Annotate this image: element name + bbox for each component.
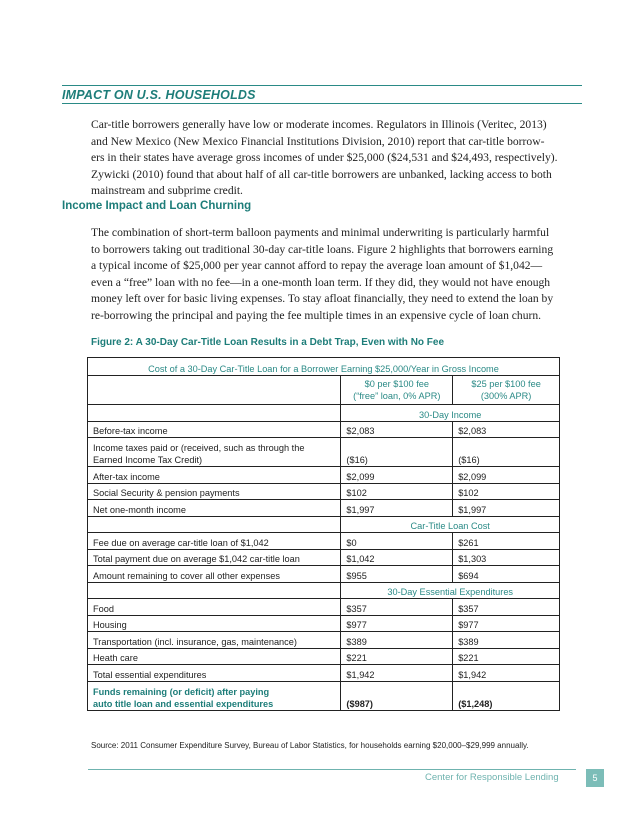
section-title: IMPACT ON U.S. HOUSEHOLDS <box>62 88 256 102</box>
table-row <box>88 648 560 665</box>
table-row <box>88 483 560 500</box>
label-line: Income taxes paid or (received, such as through the <box>93 443 305 453</box>
row-label: Social Security & pension payments <box>88 483 341 500</box>
value-free: $2,099 <box>341 467 453 484</box>
row-label: Total essential expenditures <box>88 665 341 682</box>
value-fee: ($16) <box>453 438 560 467</box>
text-line: Zywicki (2010) found that about half of all car-title borrowers are unbanked, lacking access to both <box>91 167 552 181</box>
label-line: Funds remaining (or deficit) after paying <box>93 686 270 697</box>
value-fee: $1,942 <box>453 665 560 682</box>
figure-title: Figure 2: A 30-Day Car-Title Loan Results in a Debt Trap, Even with No Fee <box>91 337 445 348</box>
table-row <box>88 599 560 616</box>
row-label: Transportation (incl. insurance, gas, maintenance) <box>88 632 341 649</box>
section-header-row <box>88 405 560 422</box>
table-caption-row <box>88 358 560 376</box>
value-free: $102 <box>341 483 453 500</box>
section-bottom-rule <box>62 103 582 104</box>
footer-organization: Center for Responsible Lending <box>425 772 559 783</box>
intro-paragraph <box>91 117 581 200</box>
text-line: and New Mexico (New Mexico Financial Institutions Division, 2010) report that car-title borrow- <box>91 134 545 148</box>
section-top-rule <box>62 85 582 86</box>
text-line: to borrowers taking out traditional 30-day car-title loans. Figure 2 highlights that borrowers earning <box>91 242 554 256</box>
value-free: $357 <box>341 599 453 616</box>
row-label: Amount remaining to cover all other expenses <box>88 566 341 583</box>
row-label: Housing <box>88 615 341 632</box>
table-caption: Cost of a 30-Day Car-Title Loan for a Borrower Earning $25,000/Year in Gross Income <box>88 358 560 376</box>
section-header-loan-cost: Car-Title Loan Cost <box>341 516 560 533</box>
total-row <box>88 681 560 710</box>
value-fee: $2,099 <box>453 467 560 484</box>
total-row-label <box>88 681 341 710</box>
table-row <box>88 438 560 467</box>
empty-header-cell <box>88 376 341 405</box>
section-header-row <box>88 516 560 533</box>
header-line: (“free” loan, 0% APR) <box>353 391 441 401</box>
value-free: $0 <box>341 533 453 550</box>
table-row <box>88 533 560 550</box>
value-free: $2,083 <box>341 421 453 438</box>
value-free: $1,042 <box>341 549 453 566</box>
table-row <box>88 615 560 632</box>
churning-paragraph <box>91 225 581 324</box>
value-free: ($16) <box>341 438 453 467</box>
table-row <box>88 566 560 583</box>
label-line: auto title loan and essential expenditures <box>93 698 274 709</box>
value-fee: $221 <box>453 648 560 665</box>
row-label: Food <box>88 599 341 616</box>
section-header-row <box>88 582 560 599</box>
page-number: 5 <box>586 769 604 787</box>
label-line: Earned Income Tax Credit) <box>93 455 203 465</box>
text-line: money left over for basic living expenses. To stay afloat financially, they need to extend the loan by <box>91 292 554 305</box>
value-free: $1,997 <box>341 500 453 517</box>
total-value-fee: ($1,248) <box>453 681 560 710</box>
table-row <box>88 500 560 517</box>
value-fee: $389 <box>453 632 560 649</box>
row-label: Fee due on average car-title loan of $1,042 <box>88 533 341 550</box>
value-fee: $694 <box>453 566 560 583</box>
value-fee: $2,083 <box>453 421 560 438</box>
empty-cell <box>88 516 341 533</box>
row-label <box>88 438 341 467</box>
text-line: even a “free” loan with no fee—in a one-month loan term. If they did, they would not have enough <box>91 275 551 289</box>
column-header-row <box>88 376 560 405</box>
row-label: After-tax income <box>88 467 341 484</box>
row-label: Before-tax income <box>88 421 341 438</box>
value-free: $1,942 <box>341 665 453 682</box>
text-line: a typical income of $25,000 per year cannot afford to repay the average loan amount of $1,042— <box>91 259 543 272</box>
text-line: ers in their states have average gross incomes of under $25,000 ($24,531 and $24,493, respectively). <box>91 151 558 164</box>
footer-rule <box>88 769 576 770</box>
text-line: The combination of short-term balloon payments and minimal underwriting is particularly harmful <box>91 226 550 239</box>
table-row <box>88 632 560 649</box>
header-line: (300% APR) <box>480 391 532 401</box>
value-fee: $977 <box>453 615 560 632</box>
header-line: $25 per $100 fee <box>471 379 541 389</box>
column-header-fee <box>453 376 560 405</box>
subsection-title: Income Impact and Loan Churning <box>62 200 252 212</box>
text-line: re-borrowing the principal and paying the fee multiple times in an expensive cycle of loan churn. <box>91 308 542 322</box>
table-row <box>88 549 560 566</box>
row-label: Total payment due on average $1,042 car-title loan <box>88 549 341 566</box>
header-line: $0 per $100 fee <box>364 379 429 389</box>
table-row <box>88 665 560 682</box>
source-note: Source: 2011 Consumer Expenditure Survey, Bureau of Labor Statistics, for households earning $20,000–$29,999 annually. <box>91 741 529 750</box>
value-free: $977 <box>341 615 453 632</box>
text-line: Car-title borrowers generally have low or moderate incomes. Regulators in Illinois (Veritec, 2013) <box>91 118 547 131</box>
value-free: $389 <box>341 632 453 649</box>
table-row <box>88 467 560 484</box>
value-free: $955 <box>341 566 453 583</box>
empty-cell <box>88 405 341 422</box>
row-label: Heath care <box>88 648 341 665</box>
total-value-free: ($987) <box>341 681 453 710</box>
section-header-expenditures: 30-Day Essential Expenditures <box>341 582 560 599</box>
empty-cell <box>88 582 341 599</box>
value-free: $221 <box>341 648 453 665</box>
section-header-income: 30-Day Income <box>341 405 560 422</box>
loan-cost-table <box>87 357 560 711</box>
value-fee: $357 <box>453 599 560 616</box>
value-fee: $1,303 <box>453 549 560 566</box>
value-fee: $1,997 <box>453 500 560 517</box>
column-header-free <box>341 376 453 405</box>
table-row <box>88 421 560 438</box>
value-fee: $102 <box>453 483 560 500</box>
value-fee: $261 <box>453 533 560 550</box>
row-label: Net one-month income <box>88 500 341 517</box>
text-line: mainstream and subprime credit. <box>91 184 243 197</box>
